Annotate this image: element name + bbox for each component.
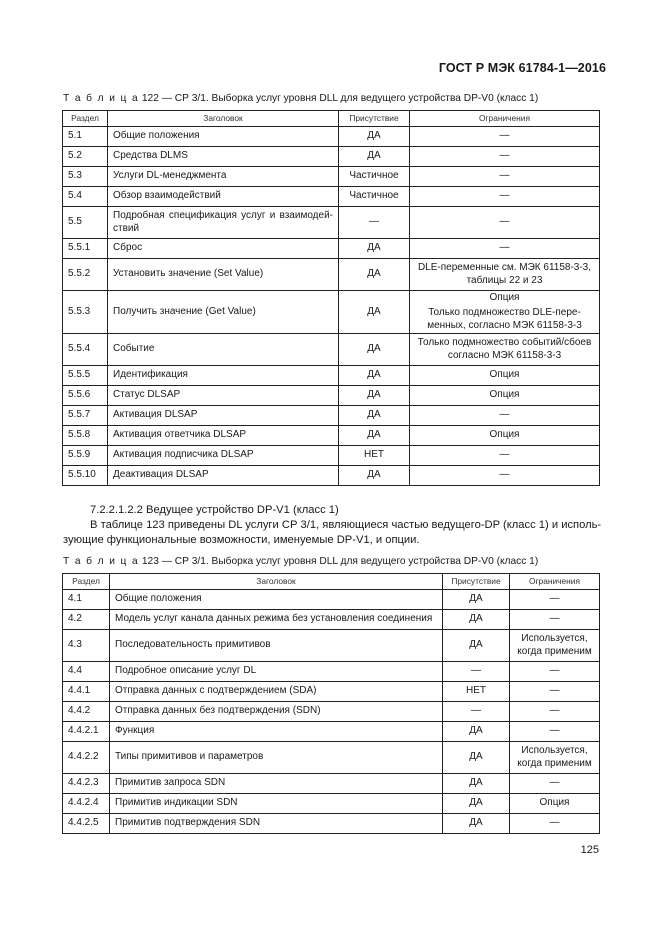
column-header: Присутствие [339,111,410,127]
table-row [63,187,600,207]
presence-cell: Частичное [339,167,410,187]
paragraph-line: зующие функциональные возможности, именуемые DP-V1, и опции. [63,534,420,546]
title-cell: Активация подписчика DLSAP [108,446,339,466]
limits-cell: — [510,702,600,722]
section-cell: 5.5.2 [63,259,108,291]
section-cell: 5.5.3 [63,291,108,334]
title-cell: Деактивация DLSAP [108,466,339,486]
section-cell: 5.5.7 [63,406,108,426]
limits-cell: — [410,207,600,239]
section-cell: 5.5.4 [63,334,108,366]
section-cell: 5.5.1 [63,239,108,259]
presence-cell: ДА [339,127,410,147]
presence-cell: ДА [339,291,410,334]
caption-label: Т а б л и ц а [63,93,140,104]
column-header: Ограничения [510,574,600,590]
presence-cell: — [339,207,410,239]
presence-cell: ДА [339,366,410,386]
table-row [63,610,600,630]
limits-cell [410,291,600,334]
presence-cell: НЕТ [339,446,410,466]
presence-cell: ДА [339,334,410,366]
limits-cell: — [510,590,600,610]
title-cell: Услуги DL-менеджмента [108,167,339,187]
table-row [63,167,600,187]
column-header: Присутствие [443,574,510,590]
caption-text: 122 — СР 3/1. Выборка услуг уровня DLL для ведущего устройства DP-V0 (класс 1) [141,93,539,104]
presence-cell: ДА [339,406,410,426]
limits-cell: Опция [510,794,600,814]
table-row [63,630,600,662]
table-header-row [63,111,600,127]
column-header: Заголовок [108,111,339,127]
table-row [63,446,600,466]
title-cell: Получить значение (Get Value) [108,291,339,334]
limits-cell: — [410,127,600,147]
section-cell: 5.4 [63,187,108,207]
column-header: Раздел [63,111,108,127]
limits-cell: Используется, когда применим [510,742,600,774]
section-cell: 5.5 [63,207,108,239]
limits-cell: — [410,187,600,207]
section-heading: 7.2.2.1.2.2 Ведущее устройство DP-V1 (класс 1) [90,504,339,516]
title-cell: Общие положения [108,127,339,147]
table-row [63,207,600,239]
column-header: Заголовок [110,574,443,590]
table-row [63,814,600,834]
column-header: Ограничения [410,111,600,127]
caption-label: Т а б л и ц а [63,556,140,567]
table-row [63,406,600,426]
presence-cell: ДА [443,742,510,774]
title-cell: Отправка данных с подтверждением (SDA) [110,682,443,702]
table-row [63,334,600,366]
table-row [63,794,600,814]
section-cell: 4.4.1 [63,682,110,702]
section-cell: 5.3 [63,167,108,187]
section-cell: 4.1 [63,590,110,610]
limits-cell: — [410,446,600,466]
limits-cell: — [510,722,600,742]
title-cell: Модель услуг канала данных режима без установления соединения [110,610,443,630]
limits-cell: — [510,814,600,834]
cell-line: Только подмножество DLE-переменных, согласно МЭК 61158-3-3 [427,307,582,331]
limits-cell: Опция [410,386,600,406]
section-cell: 5.2 [63,147,108,167]
presence-cell: — [443,702,510,722]
title-cell: Примитив запроса SDN [110,774,443,794]
title-cell: Активация DLSAP [108,406,339,426]
table-row [63,127,600,147]
limits-cell: Опция [410,366,600,386]
limits-cell: — [410,147,600,167]
title-cell: Функция [110,722,443,742]
limits-cell: — [410,239,600,259]
title-cell: Примитив индикации SDN [110,794,443,814]
table-row [63,466,600,486]
title-cell: Идентификация [108,366,339,386]
presence-cell: ДА [443,794,510,814]
section-cell: 4.4.2 [63,702,110,722]
section-cell: 4.3 [63,630,110,662]
document-header: ГОСТ Р МЭК 61784-1—2016 [438,61,606,75]
page-number: 125 [580,844,599,856]
table-122 [62,110,600,486]
table-row [63,386,600,406]
presence-cell: ДА [443,722,510,742]
title-cell: Сброс [108,239,339,259]
presence-cell: ДА [339,239,410,259]
presence-cell: ДА [443,610,510,630]
limits-cell: — [410,167,600,187]
title-cell: Активация ответчика DLSAP [108,426,339,446]
table-123 [62,573,600,834]
section-cell: 4.4.2.4 [63,794,110,814]
presence-cell: ДА [339,466,410,486]
title-cell: Событие [108,334,339,366]
table-123-caption [63,556,538,567]
table-row [63,702,600,722]
presence-cell: ДА [339,147,410,167]
title-cell: Статус DLSAP [108,386,339,406]
presence-cell: ДА [339,259,410,291]
table-row [63,426,600,446]
presence-cell: ДА [443,774,510,794]
limits-cell: — [410,466,600,486]
section-cell: 4.4.2.3 [63,774,110,794]
section-cell: 4.4.2.5 [63,814,110,834]
title-cell: Подробное описание услуг DL [110,662,443,682]
presence-cell: ДА [443,590,510,610]
title-cell: Средства DLMS [108,147,339,167]
limits-cell: — [510,682,600,702]
title-cell: Подробная спецификация услуг и взаимодействий [108,207,339,239]
presence-cell: Частичное [339,187,410,207]
table-row [63,662,600,682]
caption-text: 123 — СР 3/1. Выборка услуг уровня DLL для ведущего устройства DP-V0 (класс 1) [141,556,539,567]
title-cell: Отправка данных без подтверждения (SDN) [110,702,443,722]
table-row [63,239,600,259]
section-cell: 5.5.8 [63,426,108,446]
title-cell: Типы примитивов и параметров [110,742,443,774]
limits-cell: Только подмножество событий/сбоев согласно МЭК 61158-3-3 [410,334,600,366]
section-cell: 4.4.2.1 [63,722,110,742]
limits-cell: DLE-переменные см. МЭК 61158-3-3, таблицы 22 и 23 [410,259,600,291]
table-row [63,291,600,334]
presence-cell: ДА [443,630,510,662]
presence-cell: ДА [443,814,510,834]
limits-cell: — [410,406,600,426]
table-row [63,147,600,167]
section-cell: 4.4 [63,662,110,682]
table-row [63,774,600,794]
title-cell: Обзор взаимодействий [108,187,339,207]
presence-cell: ДА [339,386,410,406]
title-cell: Установить значение (Set Value) [108,259,339,291]
table-122-caption [63,93,538,104]
table-row [63,259,600,291]
table-row [63,682,600,702]
section-cell: 5.1 [63,127,108,147]
section-cell: 5.5.10 [63,466,108,486]
section-cell: 5.5.9 [63,446,108,466]
section-cell: 5.5.5 [63,366,108,386]
section-cell: 4.4.2.2 [63,742,110,774]
presence-cell: НЕТ [443,682,510,702]
limits-cell: — [510,662,600,682]
presence-cell: — [443,662,510,682]
presence-cell: ДА [339,426,410,446]
limits-cell: Опция [410,426,600,446]
limits-cell: — [510,774,600,794]
cell-line: Опция [489,291,520,303]
limits-cell: Используется, когда применим [510,630,600,662]
column-header: Раздел [63,574,110,590]
title-cell: Последовательность примитивов [110,630,443,662]
title-cell: Примитив подтверждения SDN [110,814,443,834]
paragraph-line: В таблице 123 приведены DL услуги СР 3/1, являющиеся частью ведущего-DP (класс 1) и исполь- [90,519,602,531]
table-row [63,366,600,386]
table-row [63,742,600,774]
section-cell: 5.5.6 [63,386,108,406]
table-row [63,722,600,742]
title-cell: Общие положения [110,590,443,610]
limits-cell: — [510,610,600,630]
table-row [63,590,600,610]
table-header-row [63,574,600,590]
section-cell: 4.2 [63,610,110,630]
